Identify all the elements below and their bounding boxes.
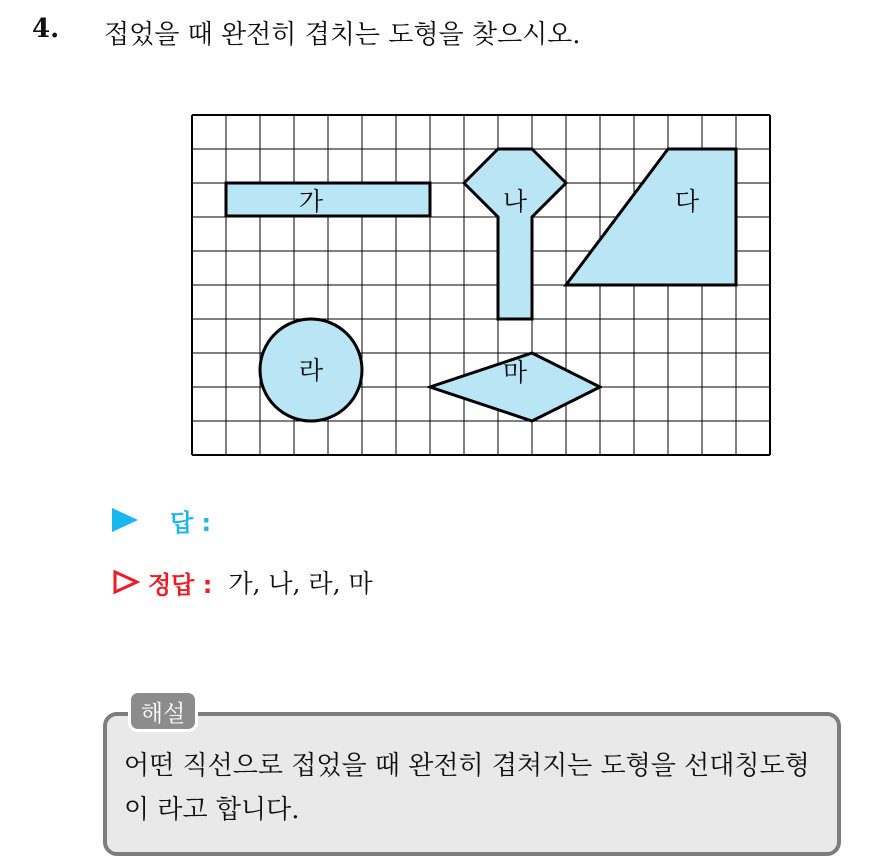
answer-key-row — [112, 565, 373, 599]
answer-key-label: 정답 : — [148, 570, 213, 599]
shape-label-na: 나 — [502, 187, 528, 216]
shape-label-da: 다 — [674, 187, 700, 216]
answer-arrow-icon — [112, 508, 138, 532]
shape-label-ga: 가 — [298, 187, 324, 216]
shape-na — [464, 149, 566, 319]
shape-ga — [226, 183, 430, 216]
grid-figure — [190, 114, 774, 462]
shape-label-ra: 라 — [298, 356, 324, 385]
answer-row — [112, 503, 211, 537]
explanation-text: 어떤 직선으로 접었을 때 완전히 겹쳐지는 도형을 선대칭도형이 라고 합니다. — [124, 751, 810, 825]
explanation-tab: 해설 — [128, 690, 198, 732]
answer-key-value: 가, 나, 라, 마 — [228, 569, 373, 598]
shape-label-ma: 마 — [502, 358, 528, 387]
answer-label: 답 : — [170, 508, 212, 537]
outline-arrow-icon — [112, 569, 140, 595]
question-text: 접었을 때 완전히 겹치는 도형을 찾으시오. — [104, 20, 581, 50]
question-number: 4. — [32, 14, 60, 44]
